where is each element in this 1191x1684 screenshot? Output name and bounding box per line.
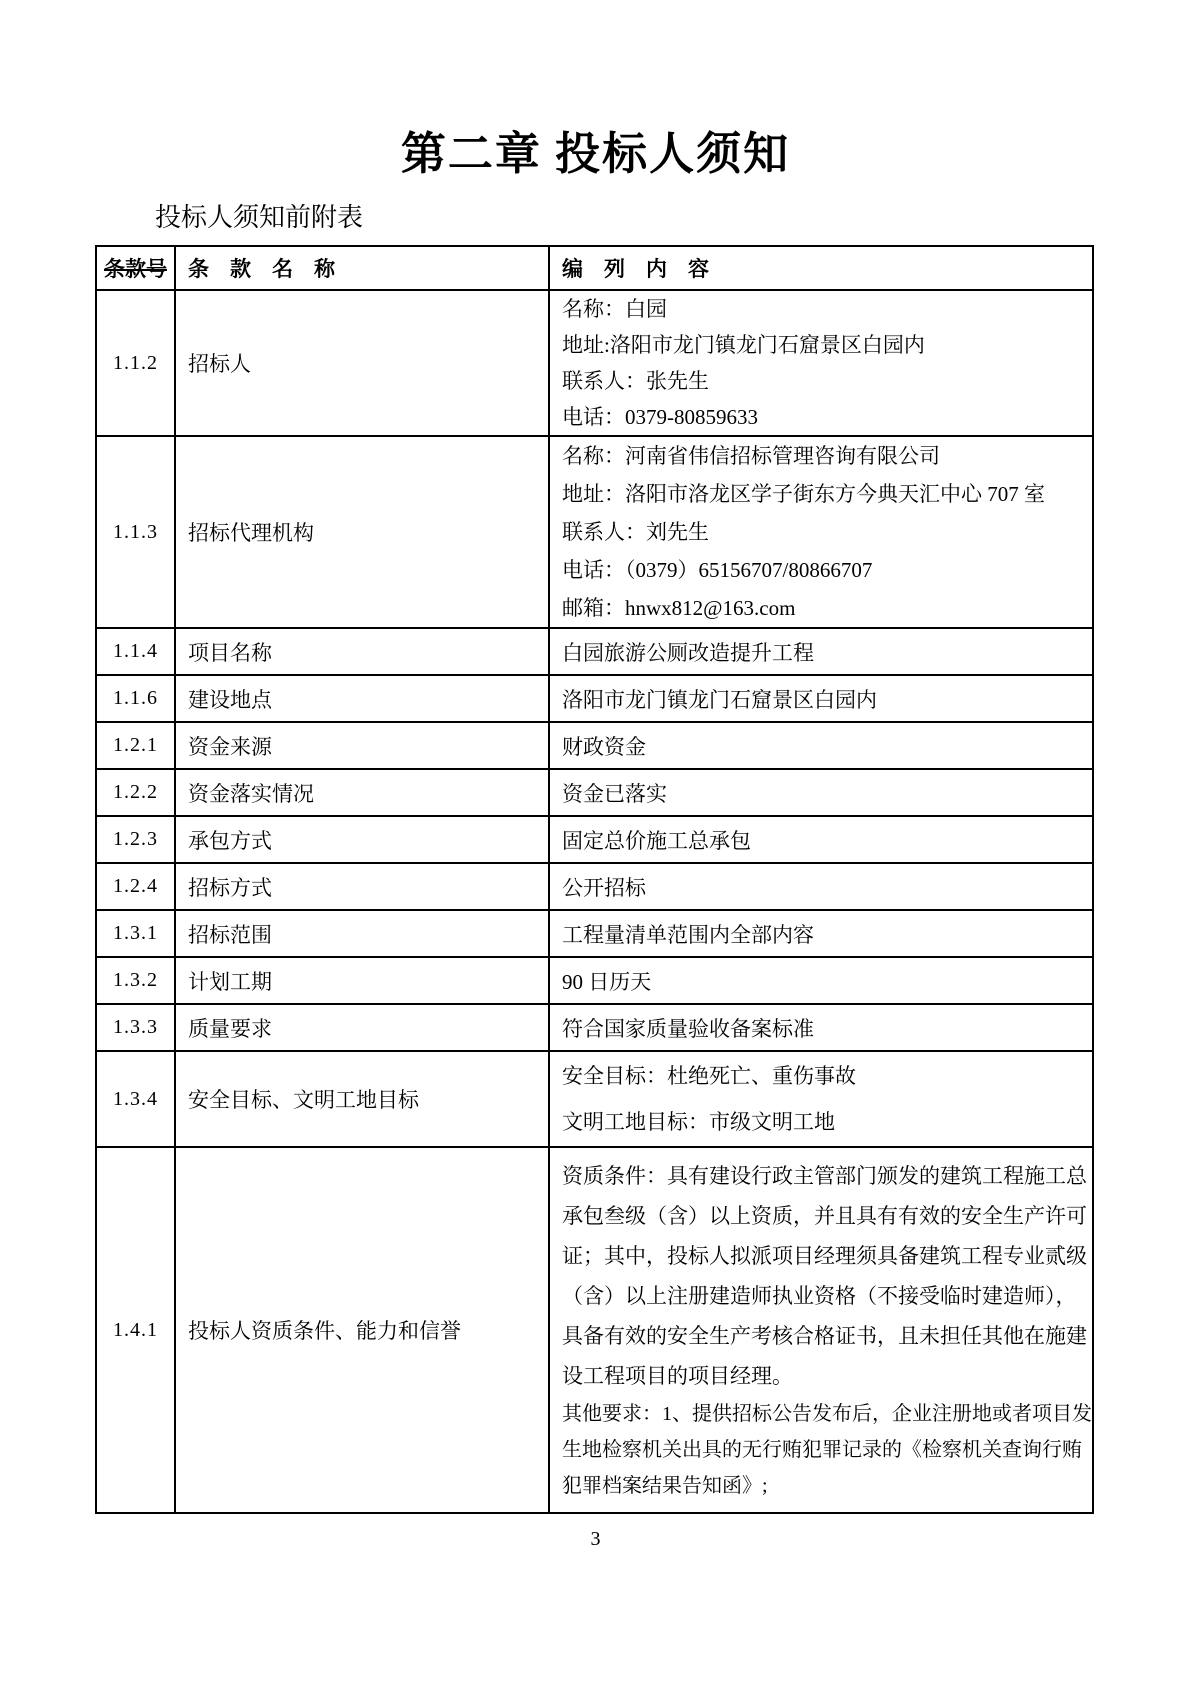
content-cell: 符合国家质量验收备案标准	[549, 1004, 1093, 1051]
clause-no-cell: 1.2.3	[96, 816, 175, 863]
content-cell: 洛阳市龙门镇龙门石窟景区白园内	[549, 675, 1093, 722]
content-paragraph: 其他要求：1、提供招标公告发布后，企业注册地或者项目发 生地检察机关出具的无行贿犯罪记录的《检察机关查询行贿 犯罪档案结果告知函》;	[562, 1403, 1092, 1498]
clause-name-cell: 资金落实情况	[175, 769, 549, 816]
clause-no-cell: 1.1.2	[96, 290, 175, 436]
prequalification-table	[95, 245, 1094, 1514]
content-cell: 白园旅游公厕改造提升工程	[549, 628, 1093, 675]
content-cell: 工程量清单范围内全部内容	[549, 910, 1093, 957]
clause-name-cell: 招标代理机构	[175, 436, 549, 628]
table-row	[96, 436, 1093, 628]
clause-no-cell: 1.1.6	[96, 675, 175, 722]
clause-name-cell: 计划工期	[175, 957, 549, 1004]
content-cell: 固定总价施工总承包	[549, 816, 1093, 863]
header-clause-name: 条 款 名 称	[175, 246, 549, 290]
content-cell: 90 日历天	[549, 957, 1093, 1004]
table-row	[96, 1004, 1093, 1051]
clause-name-cell: 招标范围	[175, 910, 549, 957]
clause-name-cell: 建设地点	[175, 675, 549, 722]
table-row	[96, 722, 1093, 769]
table-caption: 投标人须知前附表	[155, 203, 364, 233]
content-cell: 安全目标：杜绝死亡、重伤事故 文明工地目标：市级文明工地	[549, 1051, 1093, 1147]
table-row	[96, 290, 1093, 436]
table-row	[96, 675, 1093, 722]
clause-no-cell: 1.2.2	[96, 769, 175, 816]
header-content: 编 列 内 容	[549, 246, 1093, 290]
clause-no-cell: 1.1.4	[96, 628, 175, 675]
table-row	[96, 1147, 1093, 1513]
clause-name-cell: 质量要求	[175, 1004, 549, 1051]
content-cell	[549, 1147, 1093, 1513]
clause-no-cell: 1.2.1	[96, 722, 175, 769]
clause-name-cell: 项目名称	[175, 628, 549, 675]
clause-no-cell: 1.3.3	[96, 1004, 175, 1051]
content-cell: 名称：河南省伟信招标管理咨询有限公司 地址：洛阳市洛龙区学子街东方今典天汇中心 707 室 联系人：刘先生 电话：（0379）65156707/80866707 邮箱：hnwx812@163.com	[549, 436, 1093, 628]
table-row	[96, 816, 1093, 863]
page-number: 3	[590, 1528, 601, 1551]
table-header-row	[96, 246, 1093, 290]
table-body	[96, 290, 1093, 1513]
clause-no-cell: 1.2.4	[96, 863, 175, 910]
table-row	[96, 769, 1093, 816]
clause-no-cell: 1.3.4	[96, 1051, 175, 1147]
clause-no-cell: 1.3.2	[96, 957, 175, 1004]
content-cell: 财政资金	[549, 722, 1093, 769]
table-row	[96, 628, 1093, 675]
table-row	[96, 863, 1093, 910]
page-title: 第二章 投标人须知	[400, 129, 791, 179]
table-row	[96, 957, 1093, 1004]
content-cell: 资金已落实	[549, 769, 1093, 816]
clause-name-cell: 承包方式	[175, 816, 549, 863]
table-row	[96, 1051, 1093, 1147]
content-cell: 名称：白园 地址:洛阳市龙门镇龙门石窟景区白园内 联系人：张先生 电话：0379-80859633	[549, 290, 1093, 436]
clause-no-cell: 1.4.1	[96, 1147, 175, 1513]
clause-name-cell: 安全目标、文明工地目标	[175, 1051, 549, 1147]
content-cell: 公开招标	[549, 863, 1093, 910]
clause-name-cell: 招标方式	[175, 863, 549, 910]
clause-name-cell: 资金来源	[175, 722, 549, 769]
table-row	[96, 910, 1093, 957]
header-clause-no: 条款号	[96, 246, 175, 290]
content-paragraph: 资质条件：具有建设行政主管部门颁发的建筑工程施工总 承包叁级（含）以上资质，并且具有有效的安全生产许可 证；其中，投标人拟派项目经理须具备建筑工程专业贰级 （含）以上注册建造师执业资格（不接受临时建造师）， 具备有效的安全生产考核合格证书，且未担任其他在施建 设工程项目的项目经理。	[562, 1164, 1087, 1389]
clause-name-cell: 投标人资质条件、能力和信誉	[175, 1147, 549, 1513]
clause-no-cell: 1.3.1	[96, 910, 175, 957]
clause-name-cell: 招标人	[175, 290, 549, 436]
clause-no-cell: 1.1.3	[96, 436, 175, 628]
